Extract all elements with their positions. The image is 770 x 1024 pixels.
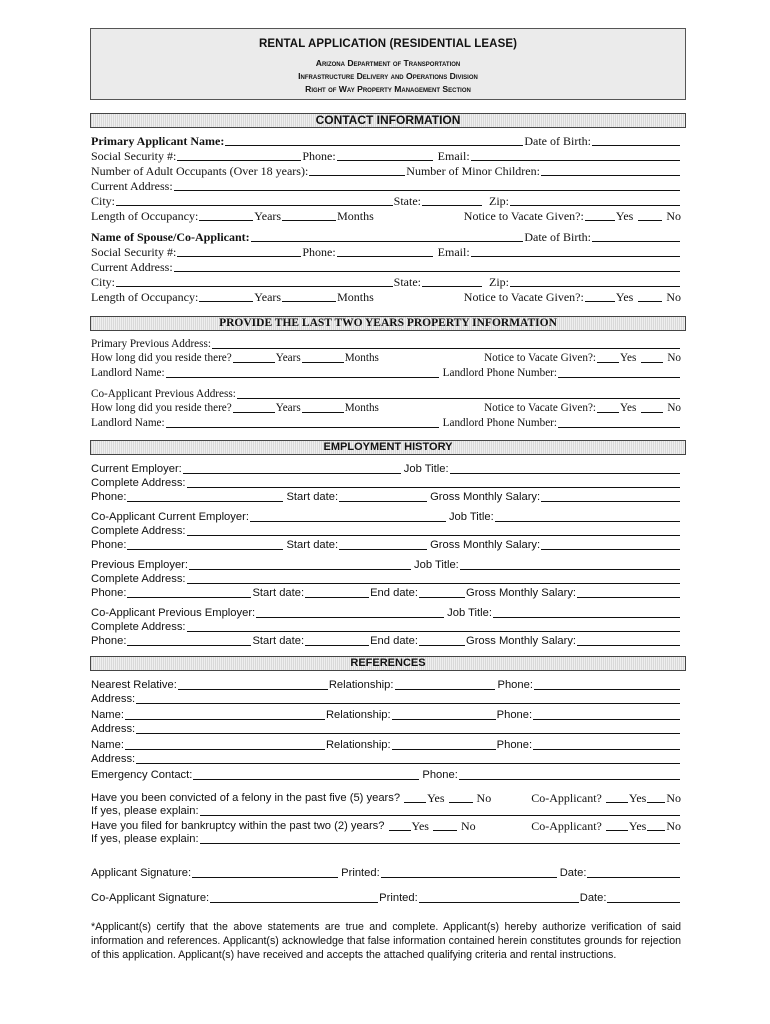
label-no: No (667, 352, 681, 364)
minor-children-field[interactable] (541, 175, 680, 176)
row-spouse-occupancy (91, 291, 681, 303)
label-co-applicant-question: Co-Applicant? (531, 819, 602, 833)
emergency-contact-phone-field[interactable] (459, 779, 680, 780)
label-months: Months (337, 209, 374, 223)
row-bankruptcy-question (91, 820, 681, 832)
row-reference-1 (91, 710, 681, 721)
previous-employer-field[interactable] (189, 569, 411, 570)
row-previous-employer (91, 560, 681, 571)
primary-reside-months-field[interactable] (302, 362, 344, 363)
label-complete-address: Complete Address: (91, 573, 186, 585)
row-reference-1-address (91, 724, 681, 735)
row-emergency-contact (91, 770, 681, 781)
label-notice-to-vacate: Notice to Vacate Given?: (463, 290, 584, 304)
form-title: RENTAL APPLICATION (RESIDENTIAL LEASE) (258, 38, 518, 50)
spouse-state-field[interactable] (422, 286, 482, 287)
primary-landlord-name-field[interactable] (166, 377, 439, 378)
co-reside-months-field[interactable] (302, 412, 344, 413)
label-phone: Phone: (91, 539, 127, 551)
label-bankruptcy-question: Have you filed for bankruptcy within the past two (2) years? (91, 819, 385, 832)
row-reference-2 (91, 740, 681, 751)
label-nearest-relative: Nearest Relative: (91, 679, 177, 691)
label-length-of-occupancy: Length of Occupancy: (91, 209, 199, 223)
label-notice-to-vacate: Notice to Vacate Given?: (484, 352, 597, 364)
previous-employer-address-field[interactable] (187, 583, 680, 584)
row-occupants (91, 165, 681, 177)
row-primary-ssn (91, 150, 681, 162)
row-applicant-signature (91, 868, 681, 879)
label-start-date: Start date: (252, 635, 305, 647)
row-primary-occupancy (91, 210, 681, 222)
row-co-current-employer-phone (91, 540, 681, 551)
felony-explain-field[interactable] (200, 815, 680, 816)
label-notice-to-vacate: Notice to Vacate Given?: (484, 402, 597, 414)
row-co-applicant-signature (91, 893, 681, 904)
row-co-previous-employer-phone (91, 636, 681, 647)
label-no: No (666, 290, 681, 304)
label-name: Name: (91, 709, 124, 721)
current-employer-address-field[interactable] (187, 487, 680, 488)
row-co-previous-employer-address (91, 622, 681, 633)
row-felony-explain (91, 806, 681, 817)
reference-2-phone-field[interactable] (533, 749, 680, 750)
co-previous-job-title-field[interactable] (493, 617, 680, 618)
previous-end-date-field[interactable] (419, 597, 465, 598)
label-phone: Phone: (91, 491, 127, 503)
felony-co-yes-field[interactable] (606, 802, 628, 803)
certification-statement: *Applicant(s) certify that the above statements are true and complete. Applicant(s) hereby authorize verification of said information and references. Applicant(s) acknowledge that false information contained herein constitutes grounds for rejection of this application. Applicant(s) have received and accepts the attached qualifying criteria and rental instructions. (91, 921, 681, 961)
previous-job-title-field[interactable] (460, 569, 680, 570)
label-start-date: Start date: (286, 491, 339, 503)
nearest-relative-phone-field[interactable] (534, 689, 680, 690)
label-printed: Printed: (341, 867, 380, 879)
primary-occupancy-months-field[interactable] (282, 220, 336, 221)
previous-start-date-field[interactable] (305, 597, 369, 598)
label-landlord-name: Landlord Name: (91, 367, 165, 379)
label-years: Years (254, 290, 282, 304)
row-co-previous-employer (91, 608, 681, 619)
label-applicant-signature: Applicant Signature: (91, 867, 192, 879)
primary-reside-years-field[interactable] (233, 362, 275, 363)
applicant-signature-field[interactable] (192, 877, 338, 878)
co-applicant-signature-field[interactable] (210, 902, 378, 903)
primary-applicant-name-field[interactable] (225, 145, 523, 146)
label-name: Name: (91, 739, 124, 751)
spouse-phone-field[interactable] (337, 256, 433, 257)
label-emergency-contact: Emergency Contact: (91, 769, 193, 781)
label-job-title: Job Title: (403, 463, 449, 475)
previous-employer-phone-field[interactable] (127, 597, 251, 598)
spouse-dob-field[interactable] (592, 241, 680, 242)
label-primary-applicant-name: Primary Applicant Name: (91, 134, 225, 148)
nearest-relative-address-field[interactable] (136, 703, 680, 704)
label-address: Address: (91, 693, 136, 705)
co-current-employer-field[interactable] (250, 521, 446, 522)
label-job-title: Job Title: (414, 559, 459, 571)
bankruptcy-no-field[interactable] (433, 830, 457, 831)
spouse-occupancy-years-field[interactable] (199, 301, 253, 302)
co-previous-employer-field[interactable] (256, 617, 444, 618)
co-current-employer-address-field[interactable] (187, 535, 680, 536)
primary-phone-field[interactable] (337, 160, 433, 161)
co-applicant-printed-name-field[interactable] (419, 902, 579, 903)
row-co-landlord (91, 418, 681, 429)
section-contact-information: CONTACT INFORMATION (90, 113, 686, 128)
label-current-employer: Current Employer: (91, 463, 182, 475)
label-co-applicant-signature: Co-Applicant Signature: (91, 892, 210, 904)
label-landlord-phone: Landlord Phone Number: (442, 367, 557, 379)
label-yes: Yes (615, 290, 634, 304)
label-relationship: Relationship: (325, 739, 391, 751)
label-social-security: Social Security #: (91, 245, 177, 259)
emergency-contact-field[interactable] (193, 779, 419, 780)
co-previous-end-date-field[interactable] (419, 645, 465, 646)
label-no: No (460, 819, 476, 833)
row-reference-2-address (91, 754, 681, 765)
label-phone: Phone: (302, 245, 336, 259)
label-state: State: (393, 275, 421, 289)
current-start-date-field[interactable] (339, 501, 427, 502)
label-zip: Zip: (489, 194, 509, 208)
co-previous-start-date-field[interactable] (305, 645, 369, 646)
co-current-job-title-field[interactable] (495, 521, 680, 522)
co-prev-notice-yes-field[interactable] (597, 412, 619, 413)
label-city: City: (91, 194, 116, 208)
label-gross-monthly-salary: Gross Monthly Salary: (466, 587, 577, 599)
co-applicant-signature-date-field[interactable] (607, 902, 680, 903)
label-relationship: Relationship: (328, 679, 394, 691)
row-primary-current-address (91, 180, 681, 192)
primary-prev-notice-yes-field[interactable] (597, 362, 619, 363)
co-previous-salary-field[interactable] (577, 645, 680, 646)
label-yes: Yes (620, 352, 637, 364)
spouse-city-field[interactable] (116, 286, 393, 287)
label-co-previous-address: Co-Applicant Previous Address: (91, 388, 236, 400)
label-yes: Yes (628, 819, 647, 833)
spouse-notice-yes-field[interactable] (585, 301, 615, 302)
row-current-employer-address (91, 478, 681, 489)
spouse-zip-field[interactable] (510, 286, 680, 287)
current-job-title-field[interactable] (450, 473, 680, 474)
primary-notice-yes-field[interactable] (585, 220, 615, 221)
row-co-previous-address (91, 389, 681, 400)
label-address: Address: (91, 753, 136, 765)
co-current-employer-phone-field[interactable] (127, 549, 283, 550)
primary-previous-address-field[interactable] (212, 348, 680, 349)
row-primary-city (91, 195, 681, 207)
label-gross-monthly-salary: Gross Monthly Salary: (430, 491, 541, 503)
applicant-printed-name-field[interactable] (381, 877, 557, 878)
label-address: Address: (91, 723, 136, 735)
reference-2-relationship-field[interactable] (392, 749, 496, 750)
row-primary-landlord (91, 368, 681, 379)
row-felony-question (91, 792, 681, 804)
primary-notice-no-field[interactable] (638, 220, 662, 221)
label-no: No (476, 791, 492, 805)
label-no: No (667, 402, 681, 414)
label-social-security: Social Security #: (91, 149, 177, 163)
label-gross-monthly-salary: Gross Monthly Salary: (466, 635, 577, 647)
label-co-previous-employer: Co-Applicant Previous Employer: (91, 607, 256, 619)
current-employer-field[interactable] (183, 473, 401, 474)
spouse-notice-no-field[interactable] (638, 301, 662, 302)
label-end-date: End date: (370, 587, 418, 599)
row-primary-previous-address (91, 339, 681, 350)
nearest-relative-field[interactable] (178, 689, 328, 690)
co-prev-notice-no-field[interactable] (641, 412, 663, 413)
previous-salary-field[interactable] (577, 597, 680, 598)
row-co-current-employer-address (91, 526, 681, 537)
row-co-how-long (91, 403, 681, 414)
label-zip: Zip: (489, 275, 509, 289)
current-salary-field[interactable] (541, 501, 680, 502)
row-spouse-ssn (91, 246, 681, 258)
label-yes: Yes (620, 402, 637, 414)
section-name: Right of Way Property Management Section (305, 84, 471, 94)
co-previous-employer-phone-field[interactable] (127, 645, 251, 646)
label-years: Years (275, 402, 301, 414)
spouse-name-field[interactable] (251, 241, 524, 242)
current-employer-phone-field[interactable] (127, 501, 283, 502)
label-notice-to-vacate: Notice to Vacate Given?: (463, 209, 584, 223)
felony-yes-field[interactable] (404, 802, 426, 803)
co-reside-years-field[interactable] (233, 412, 275, 413)
label-landlord-phone: Landlord Phone Number: (442, 417, 557, 429)
label-months: Months (344, 402, 379, 414)
label-felony-question: Have you been convicted of a felony in the past five (5) years? (91, 791, 401, 804)
label-no: No (666, 209, 681, 223)
label-yes: Yes (427, 791, 445, 805)
label-yes: Yes (615, 209, 634, 223)
spouse-current-address-field[interactable] (174, 271, 680, 272)
label-primary-previous-address: Primary Previous Address: (91, 338, 211, 350)
agency-name: Arizona Department of Transportation (315, 58, 461, 68)
label-years: Years (254, 209, 282, 223)
applicant-signature-date-field[interactable] (587, 877, 680, 878)
row-previous-employer-phone (91, 588, 681, 599)
co-landlord-name-field[interactable] (166, 427, 439, 428)
label-complete-address: Complete Address: (91, 621, 186, 633)
row-spouse-city (91, 276, 681, 288)
label-start-date: Start date: (252, 587, 305, 599)
primary-prev-notice-no-field[interactable] (641, 362, 663, 363)
reference-1-phone-field[interactable] (533, 719, 680, 720)
label-job-title: Job Title: (447, 607, 492, 619)
reference-1-address-field[interactable] (136, 733, 680, 734)
co-landlord-phone-field[interactable] (558, 427, 680, 428)
form-header (90, 28, 686, 100)
label-phone: Phone: (91, 587, 127, 599)
label-co-applicant-question: Co-Applicant? (531, 791, 602, 805)
section-employment-history: EMPLOYMENT HISTORY (90, 440, 686, 455)
label-spouse-name: Name of Spouse/Co-Applicant: (91, 230, 250, 244)
label-date-of-birth: Date of Birth: (524, 230, 591, 244)
label-phone: Phone: (497, 679, 533, 691)
label-how-long: How long did you reside there? (91, 402, 232, 414)
primary-email-field[interactable] (471, 160, 680, 161)
row-current-employer (91, 464, 681, 475)
spouse-email-field[interactable] (471, 256, 680, 257)
row-nearest-relative (91, 680, 681, 691)
primary-city-field[interactable] (116, 205, 393, 206)
co-current-salary-field[interactable] (541, 549, 680, 550)
reference-1-name-field[interactable] (125, 719, 325, 720)
label-phone: Phone: (302, 149, 336, 163)
felony-no-field[interactable] (449, 802, 473, 803)
bankruptcy-co-no-field[interactable] (647, 830, 665, 831)
label-length-of-occupancy: Length of Occupancy: (91, 290, 199, 304)
label-complete-address: Complete Address: (91, 525, 186, 537)
primary-ssn-field[interactable] (177, 160, 301, 161)
label-email: Email: (437, 245, 470, 259)
spouse-ssn-field[interactable] (177, 256, 301, 257)
label-how-long: How long did you reside there? (91, 352, 232, 364)
co-previous-employer-address-field[interactable] (187, 631, 680, 632)
reference-2-address-field[interactable] (136, 763, 680, 764)
label-gross-monthly-salary: Gross Monthly Salary: (430, 539, 541, 551)
bankruptcy-explain-field[interactable] (200, 843, 680, 844)
primary-landlord-phone-field[interactable] (558, 377, 680, 378)
label-start-date: Start date: (286, 539, 339, 551)
primary-dob-field[interactable] (592, 145, 680, 146)
label-current-address: Current Address: (91, 260, 173, 274)
primary-occupancy-years-field[interactable] (199, 220, 253, 221)
label-email: Email: (437, 149, 470, 163)
label-phone: Phone: (91, 635, 127, 647)
label-date: Date: (559, 867, 587, 879)
label-months: Months (344, 352, 379, 364)
label-city: City: (91, 275, 116, 289)
label-months: Months (337, 290, 374, 304)
label-relationship: Relationship: (325, 709, 391, 721)
label-no: No (666, 791, 681, 805)
row-current-employer-phone (91, 492, 681, 503)
co-current-start-date-field[interactable] (339, 549, 427, 550)
label-current-address: Current Address: (91, 179, 173, 193)
row-primary-applicant-name (91, 135, 681, 147)
nearest-relative-relationship-field[interactable] (395, 689, 495, 690)
label-date-of-birth: Date of Birth: (524, 134, 591, 148)
reference-1-relationship-field[interactable] (392, 719, 496, 720)
label-minor-children: Number of Minor Children: (406, 164, 540, 178)
label-phone: Phone: (496, 709, 533, 721)
primary-state-field[interactable] (422, 205, 482, 206)
primary-current-address-field[interactable] (174, 190, 680, 191)
felony-co-no-field[interactable] (647, 802, 665, 803)
row-nearest-relative-address (91, 694, 681, 705)
label-adult-occupants: Number of Adult Occupants (Over 18 years): (91, 164, 309, 178)
row-previous-employer-address (91, 574, 681, 585)
division-name: Infrastructure Delivery and Operations Division (298, 71, 478, 81)
row-primary-how-long (91, 353, 681, 364)
label-co-current-employer: Co-Applicant Current Employer: (91, 511, 249, 523)
bankruptcy-yes-field[interactable] (389, 830, 411, 831)
row-spouse-name (91, 231, 681, 243)
label-no: No (666, 819, 681, 833)
section-previous-property: PROVIDE THE LAST TWO YEARS PROPERTY INFORMATION (90, 316, 686, 331)
row-spouse-current-address (91, 261, 681, 273)
row-bankruptcy-explain (91, 834, 681, 845)
label-state: State: (393, 194, 421, 208)
label-landlord-name: Landlord Name: (91, 417, 165, 429)
adult-occupants-field[interactable] (309, 175, 405, 176)
label-yes: Yes (628, 791, 647, 805)
primary-zip-field[interactable] (510, 205, 680, 206)
label-date: Date: (579, 892, 607, 904)
label-end-date: End date: (370, 635, 418, 647)
label-if-yes-explain: If yes, please explain: (91, 833, 199, 845)
label-printed: Printed: (379, 892, 418, 904)
label-phone: Phone: (422, 769, 458, 781)
label-if-yes-explain: If yes, please explain: (91, 805, 199, 817)
row-co-current-employer (91, 512, 681, 523)
bankruptcy-co-yes-field[interactable] (606, 830, 628, 831)
label-yes: Yes (411, 819, 429, 833)
label-previous-employer: Previous Employer: (91, 559, 188, 571)
co-previous-address-field[interactable] (237, 398, 680, 399)
label-complete-address: Complete Address: (91, 477, 186, 489)
spouse-occupancy-months-field[interactable] (282, 301, 336, 302)
label-years: Years (275, 352, 301, 364)
label-phone: Phone: (496, 739, 533, 751)
reference-2-name-field[interactable] (125, 749, 325, 750)
label-job-title: Job Title: (448, 511, 494, 523)
section-references: REFERENCES (90, 656, 686, 671)
